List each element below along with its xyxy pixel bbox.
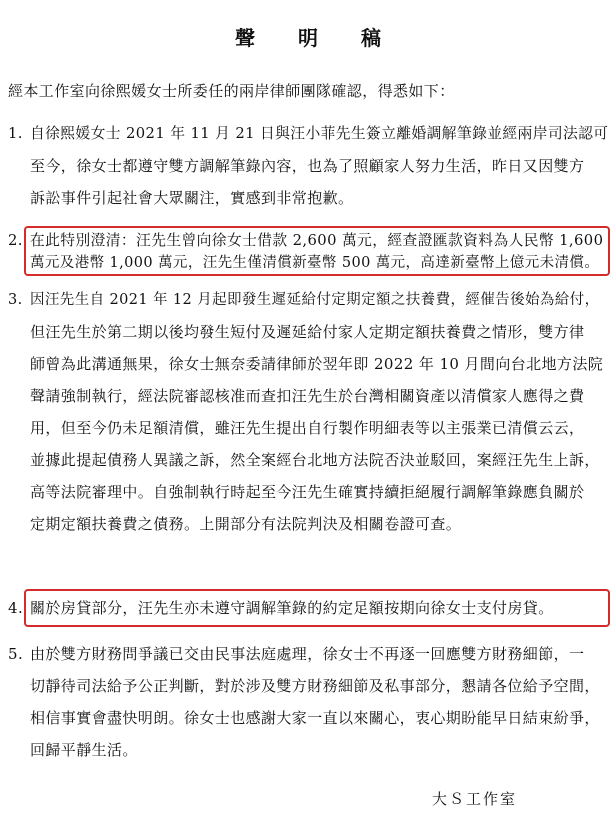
item-line [8,638,608,670]
item-line [8,230,608,252]
item-number: 4. [8,599,24,617]
item-line: 師曾為此溝通無果，徐女士無奈委請律師於翌年即 2022 年 10 月間向台北地方法院 [30,355,604,373]
item-line: 但汪先生於第二期以後均發生短付及遲延給付家人定期定額扶養費之情形，雙方律 [30,323,585,341]
item-line: 聲請強制執行，經法院審認核准而查扣汪先生於台灣相關資產以清償家人應得之費 [30,387,585,405]
item-text: 由於雙方財務問爭議已交由民事法庭處理，徐女士不再逐一回應雙方財務細節，一 [30,645,585,663]
item-line: 回歸平靜生活。 [30,741,138,759]
item-text: 因汪先生自 2021 年 12 月起即發生遲延給付定期定額之扶養費，經催告後始為給付， [30,292,600,308]
item-line [8,118,608,150]
item-number: 3. [8,292,23,308]
statement-item-2 [8,230,608,274]
item-line: 至今，徐女士都遵守雙方調解筆錄內容，也為了照顧家人努力生活，昨日又因雙方 [30,157,585,175]
item-text: 在此特別澄清：汪先生曾向徐女士借款 2,600 萬元，經查證匯款資料為人民幣 1,600 [30,232,604,249]
item-line: 萬元及港幣 1,000 萬元，汪先生僅清償新臺幣 500 萬元，高達新臺幣上億元未清償。 [30,255,600,271]
statement-item-5 [8,638,608,766]
item-line: 用，但至今仍未足額清償，雖汪先生提出自行製作明細表等以主張業已清償云云， [30,419,585,437]
statement-item-1 [8,118,608,214]
item-line: 定期定額扶養費之債務。上開部分有法院判決及相關卷證可查。 [30,515,462,533]
signature: 大Ｓ工作室 [432,790,518,808]
item-text: 關於房貸部分，汪先生亦未遵守調解筆錄的約定足額按期向徐女士支付房貸。 [30,599,554,617]
item-text: 自徐熙媛女士 2021 年 11 月 21 日與汪小菲先生簽立離婚調解筆錄並經兩岸司法認可 [30,125,609,142]
item-line: 訴訟事件引起社會大眾關注，實感到非常抱歉。 [30,189,354,207]
item-number: 5. [8,645,24,663]
document-title: 聲 明 稿 [235,26,399,50]
item-line [8,284,608,316]
item-line [8,592,608,624]
item-line: 高等法院審理中。自強制執行時起至今汪先生確實持續拒絕履行調解筆錄應負關於 [30,483,585,501]
item-number: 1. [8,125,23,142]
statement-item-3 [8,284,608,540]
item-number: 2. [8,232,23,249]
item-line: 相信事實會盡快明朗。徐女士也感謝大家一直以來關心，衷心期盼能早日結束紛爭， [30,709,600,727]
statement-item-4 [8,592,608,624]
item-line: 並據此提起債務人異議之訴，然全案經台北地方法院否決並駁回，案經汪先生上訴， [30,451,600,469]
intro-paragraph: 經本工作室向徐熙媛女士所委任的兩岸律師團隊確認，得悉如下： [8,82,455,100]
item-line: 切靜待司法給予公正判斷，對於涉及雙方財務細節及私事部分，懇請各位給予空間， [30,677,600,695]
